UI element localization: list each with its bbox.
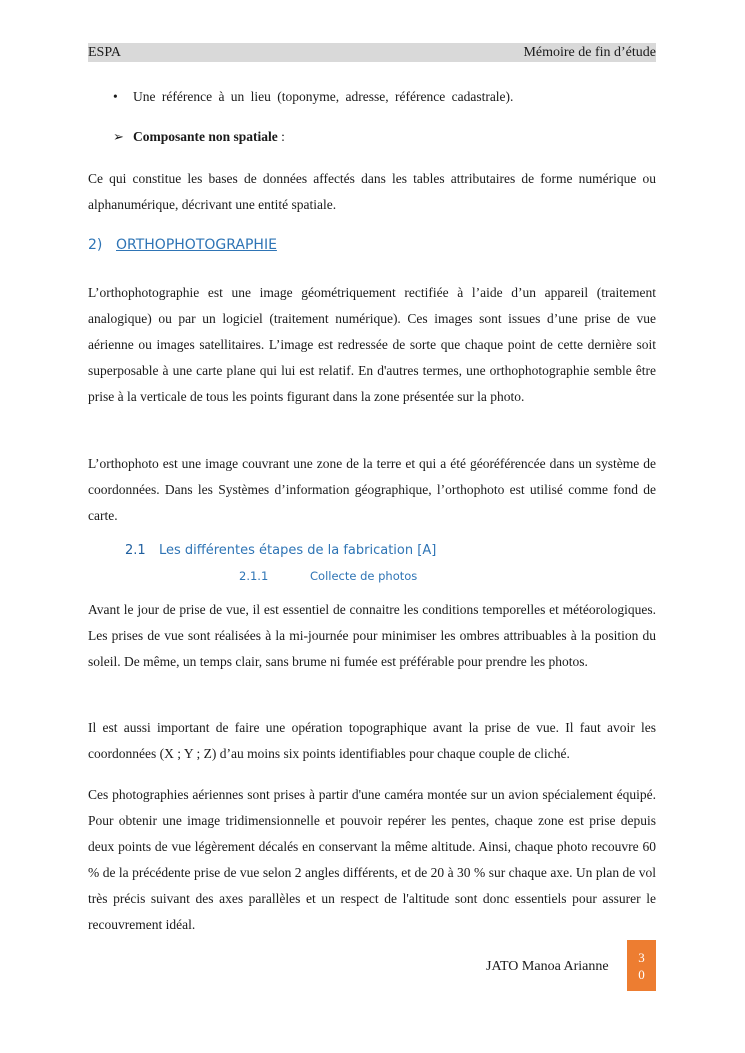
paragraph-conditions: Avant le jour de prise de vue, il est essentiel de connaitre les conditions temporelles et météorologiques. Les prises de vue sont réalisées à la mi-journée pour minimiser les ombres attribuables à la position du soleil. De même, un temps clair, sans brume ni fumée est préférable pour prendre les photos.	[88, 602, 656, 669]
bullet-symbol: •	[113, 89, 118, 104]
page-number-badge	[627, 940, 656, 991]
page-number-digit: 0	[638, 966, 645, 982]
arrow-bullet-icon: ➢	[113, 130, 124, 145]
paragraph-ortho-definition: L’orthophotographie est une image géométriquement rectifiée à l’aide d’un appareil (traitement analogique) ou par un logiciel (traitement numérique). Ces images sont issues d’une prise de vue aérienne ou images satellitaires. L’image est redressée de sorte que chaque point de cette dernière soit superposable à une carte plane qui lui est relatif. En d'autres termes, une orthophotographie semble être prise à la verticale de tous les points figurant dans la zone présentée sur la photo.	[88, 285, 656, 404]
header-school: ESPA	[88, 45, 121, 60]
bullet-text: Une référence à un lieu (toponyme, adresse, référence cadastrale).	[133, 89, 514, 104]
footer-author: JATO Manoa Arianne	[486, 959, 609, 974]
heading-title: Les différentes étapes de la fabrication [A]	[159, 543, 437, 558]
page-header	[88, 43, 656, 62]
heading-section-2	[88, 237, 277, 253]
paragraph-nonspatial: Ce qui constitue les bases de données affectés dans les tables attributaires de forme numérique ou alphanumérique, décrivant une entité spatiale.	[88, 171, 656, 212]
heading-number: 2.1.1	[239, 569, 269, 583]
arrow-item-rest: :	[277, 129, 285, 144]
paragraph-orthophoto: L’orthophoto est une image couvrant une zone de la terre et qui a été géoréférencée dans un système de coordonnées. Dans les Systèmes d’information géographique, l’orthophoto est utilisé comme fond de carte.	[88, 456, 656, 523]
heading-title: Collecte de photos	[310, 569, 418, 583]
arrow-item-bold: Composante non spatiale	[133, 129, 278, 144]
heading-section-2-1	[125, 543, 436, 558]
heading-number: 2)	[88, 237, 103, 253]
page-number-digit: 3	[638, 949, 645, 965]
header-document-type: Mémoire de fin d’étude	[523, 45, 656, 60]
paragraph-aerial-photos: Ces photographies aériennes sont prises à partir d'une caméra montée sur un avion spécialement équipé. Pour obtenir une image tridimensionnelle et pouvoir repérer les pentes, chaque zone est prise depuis deux points de vue légèrement décalés en conservant la même altitude. Ainsi, chaque photo recouvre 60 % de la précédente prise de vue selon 2 angles différents, et de 20 à 30 % sur chaque axe. Un plan de vol très précis suivant des axes parallèles et un respect de l'altitude sont donc essentiels pour assurer le recouvrement idéal.	[88, 787, 656, 932]
paragraph-topography: Il est aussi important de faire une opération topographique avant la prise de vue. Il faut avoir les coordonnées (X ; Y ; Z) d’au moins six points identifiables pour chaque couple de cliché.	[88, 720, 656, 761]
arrow-item	[113, 129, 285, 145]
heading-title: ORTHOPHOTOGRAPHIE	[116, 237, 277, 253]
heading-section-2-1-1	[239, 569, 417, 583]
heading-number: 2.1	[125, 543, 146, 558]
